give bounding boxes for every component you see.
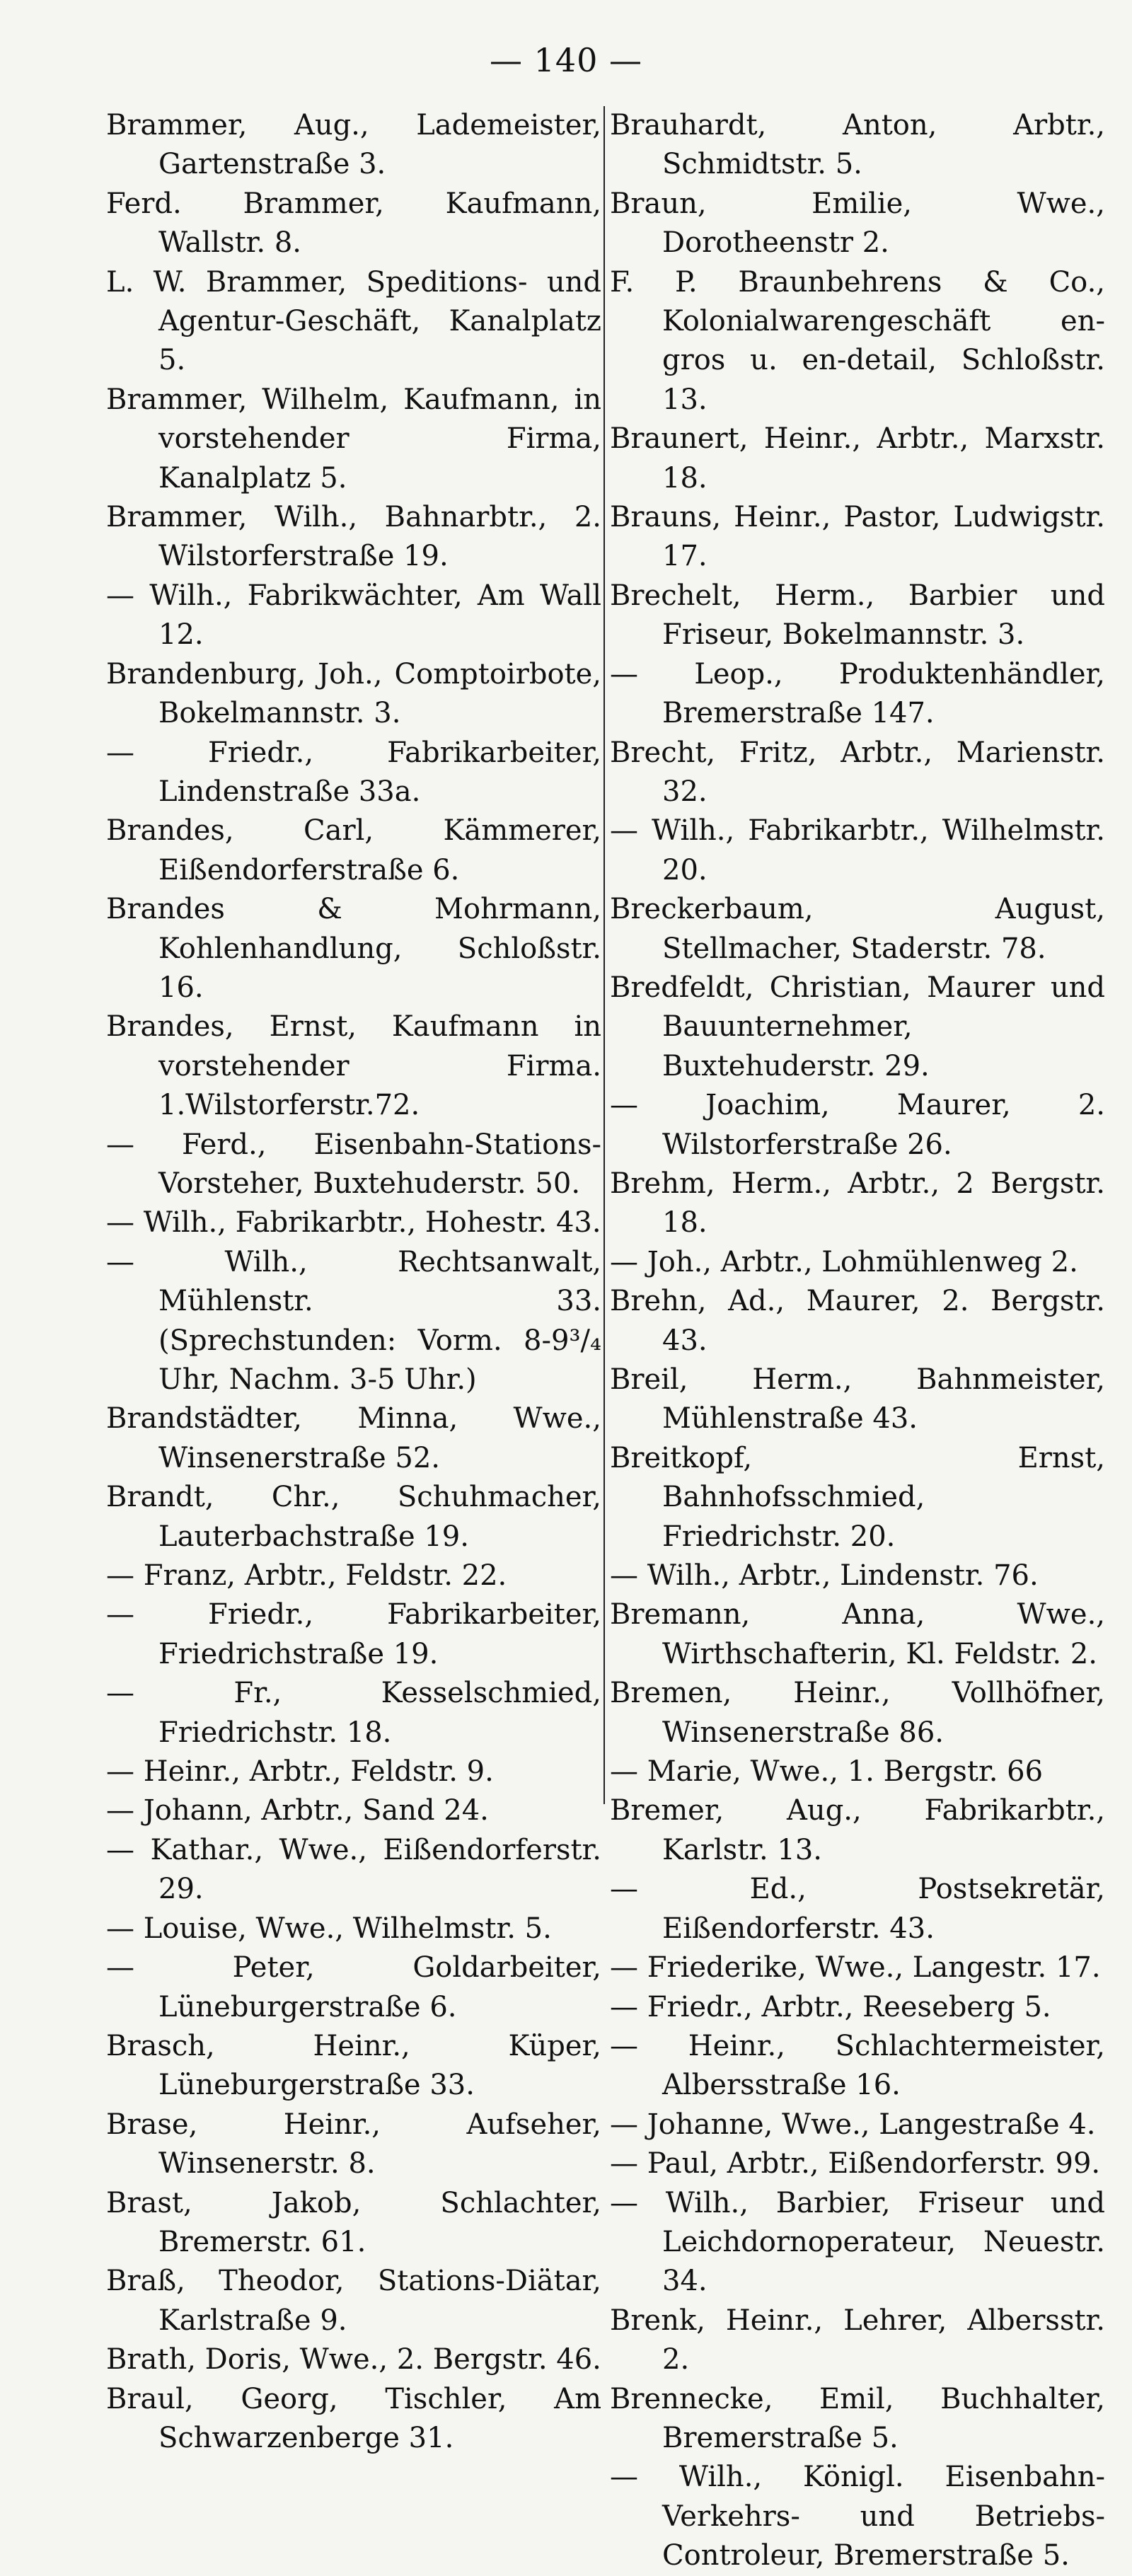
directory-entry: — Friedr., Fabrikarbeiter, Friedrichstraße 19. [106,1598,601,1670]
directory-entry: — Joachim, Maurer, 2. Wilstorferstraße 26. [610,1089,1105,1161]
directory-entry: — Johanne, Wwe., Langestraße 4. [610,2108,1096,2141]
directory-entry: Breckerbaum, August, Stellmacher, Staderstr. 78. [610,893,1105,965]
directory-entry: — Joh., Arbtr., Lohmühlenweg 2. [610,1245,1078,1278]
directory-entry: Brennecke, Emil, Buchhalter, Bremerstraße 5. [610,2382,1105,2454]
directory-entry: — Wilh., Fabrikarbtr., Wilhelmstr. 20. [610,814,1105,886]
directory-entry: — Wilh., Arbtr., Lindenstr. 76. [610,1559,1039,1593]
directory-entry: — Wilh., Rechtsanwalt, Mühlenstr. 33. (Sprechstunden: Vorm. 8-9³/₄ Uhr, Nachm. 3-5 Uhr.) [106,1245,601,1396]
directory-entry: Ferd. Brammer, Kaufmann, Wallstr. 8. [106,187,601,260]
directory-entry: Brasch, Heinr., Küper, Lüneburgerstraße 33. [106,2029,601,2102]
directory-entry: Brandenburg, Joh., Comptoirbote, Bokelmannstr. 3. [106,657,601,730]
column-divider [603,106,605,1804]
directory-entry: Brandes, Ernst, Kaufmann in vorstehender Firma. 1.Wilstorferstr.72. [106,1010,601,1122]
directory-entry: Brammer, Wilh., Bahnarbtr., 2. Wilstorferstraße 19. [106,501,601,573]
directory-entry: Brast, Jakob, Schlachter, Bremerstr. 61. [106,2186,601,2258]
directory-entry: Braun, Emilie, Wwe., Dorotheenstr 2. [610,187,1105,260]
directory-entry: — Friedr., Arbtr., Reeseberg 5. [610,1990,1051,2023]
directory-entry: Brase, Heinr., Aufseher, Winsenerstr. 8. [106,2108,601,2181]
directory-entry: — Peter, Goldarbeiter, Lüneburgerstraße 6. [106,1951,601,2023]
directory-entry: Brecht, Fritz, Arbtr., Marienstr. 32. [610,736,1105,808]
directory-entry: — Franz, Arbtr., Feldstr. 22. [106,1559,507,1593]
directory-entry: — Friedr., Fabrikarbeiter, Lindenstraße 33a. [106,736,601,808]
directory-entry: — Ferd., Eisenbahn-Stations-Vorsteher, Buxtehuderstr. 50. [106,1128,601,1200]
directory-entry: Braunert, Heinr., Arbtr., Marxstr. 18. [610,422,1105,495]
directory-entry: Brechelt, Herm., Barbier und Friseur, Bokelmannstr. 3. [610,579,1105,652]
directory-entry: — Wilh., Königl. Eisenbahn-Verkehrs- und Betriebs-Controleur, Bremerstraße 5. [610,2461,1105,2572]
page-number: — 140 — [489,41,643,79]
directory-entry: Bremer, Aug., Fabrikarbtr., Karlstr. 13. [610,1794,1105,1866]
directory-entry: — Ed., Postsekretär, Eißendorferstr. 43. [610,1873,1105,1945]
directory-entry: — Johann, Arbtr., Sand 24. [106,1794,489,1827]
directory-entry: F. P. Braunbehrens & Co., Kolonialwarengeschäft en-gros u. en-detail, Schloßstr. 13. [610,265,1105,416]
directory-entry: Bremen, Heinr., Vollhöfner, Winsenerstraße 86. [610,1677,1105,1749]
directory-entry: — Fr., Kesselschmied, Friedrichstr. 18. [106,1677,601,1749]
directory-entry: — Wilh., Fabrikarbtr., Hohestr. 43. [106,1206,601,1240]
directory-entry: L. W. Brammer, Speditions- und Agentur-Geschäft, Kanalplatz 5. [106,265,601,377]
directory-entry: Brammer, Aug., Lademeister, Gartenstraße 3. [106,109,601,181]
directory-entry: Brenk, Heinr., Lehrer, Albersstr. 2. [610,2304,1105,2376]
directory-entry: Breil, Herm., Bahnmeister, Mühlenstraße 43. [610,1363,1105,1436]
directory-entry: Brandes & Mohrmann, Kohlenhandlung, Schloßstr. 16. [106,893,601,1004]
directory-entry: Brammer, Wilhelm, Kaufmann, in vorstehender Firma, Kanalplatz 5. [106,383,601,495]
directory-entry: Bredfeldt, Christian, Maurer und Bauunternehmer, Buxtehuderstr. 29. [610,971,1105,1082]
directory-entry: Brauns, Heinr., Pastor, Ludwigstr. 17. [610,501,1105,573]
directory-entry: — Marie, Wwe., 1. Bergstr. 66 [610,1755,1044,1789]
directory-entry: Brehm, Herm., Arbtr., 2 Bergstr. 18. [610,1167,1105,1240]
directory-entry: Breitkopf, Ernst, Bahnhofsschmied, Friedrichstr. 20. [610,1441,1105,1553]
directory-entry: — Leop., Produktenhändler, Bremerstraße 147. [610,657,1105,730]
directory-entry: Brandstädter, Minna, Wwe., Winsenerstraße 52. [106,1402,601,1474]
left-column [106,106,601,2458]
directory-entry: Bremann, Anna, Wwe., Wirthschafterin, Kl. Feldstr. 2. [610,1598,1105,1670]
directory-entry: Brandt, Chr., Schuhmacher, Lauterbachstraße 19. [106,1481,601,1553]
directory-entry: — Louise, Wwe., Wilhelmstr. 5. [106,1912,552,1945]
directory-entry: — Kathar., Wwe., Eißendorferstr. 29. [106,1833,601,1906]
directory-entry: — Friederike, Wwe., Langestr. 17. [610,1951,1101,1985]
directory-entry: Brauhardt, Anton, Arbtr., Schmidtstr. 5. [610,109,1105,181]
right-column [610,106,1105,2576]
directory-entry: Brehn, Ad., Maurer, 2. Bergstr. 43. [610,1285,1105,1357]
directory-entry: — Paul, Arbtr., Eißendorferstr. 99. [610,2147,1101,2181]
directory-entry: — Wilh., Fabrikwächter, Am Wall 12. [106,579,601,652]
directory-entry: Braul, Georg, Tischler, Am Schwarzenberge 31. [106,2382,601,2454]
directory-entry: — Heinr., Schlachtermeister, Albersstraße 16. [610,2029,1105,2102]
directory-entry: Brandes, Carl, Kämmerer, Eißendorferstraße 6. [106,814,601,886]
directory-entry: — Wilh., Barbier, Friseur und Leichdornoperateur, Neuestr. 34. [610,2186,1105,2298]
directory-entry: — Heinr., Arbtr., Feldstr. 9. [106,1755,494,1789]
directory-entry: Braß, Theodor, Stations-Diätar, Karlstraße 9. [106,2265,601,2337]
directory-entry: Brath, Doris, Wwe., 2. Bergstr. 46. [106,2343,601,2376]
